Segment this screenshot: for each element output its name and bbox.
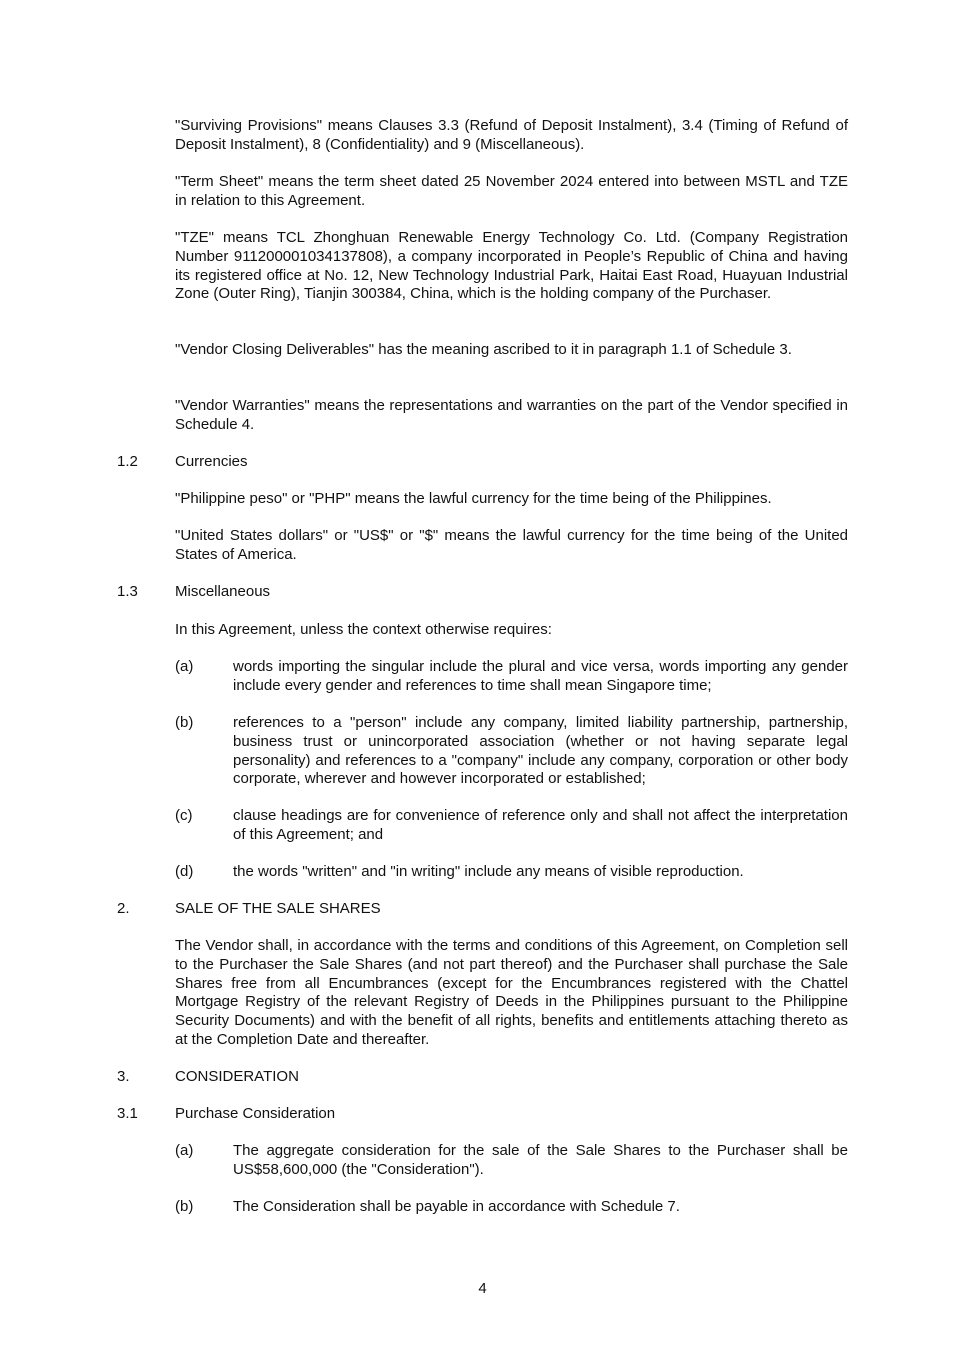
definition-surviving-provisions: "Surviving Provisions" means Clauses 3.3 (Refund of Deposit Instalment), 3.4 (Timing of Refund of Deposit Instalment), 8 (Confidentiality) and 9 (Miscellaneous). (175, 117, 848, 153)
item-text-b: references to a "person" include any company, limited liability partnership, partnership, business trust or unincorporated association (whether or not having separate legal personality) and references to a "company" include any company, corporation or other body corporate, wherever and however incorporated or established; (233, 714, 848, 788)
definition-vendor-warranties: "Vendor Warranties" means the representations and warranties on the part of the Vendor specified in Schedule 4. (175, 397, 848, 433)
section-2-heading: SALE OF THE SALE SHARES (175, 900, 381, 917)
section-3-1-number: 3.1 (117, 1105, 138, 1122)
section-3-number: 3. (117, 1068, 130, 1085)
section-3-heading: CONSIDERATION (175, 1068, 299, 1085)
section-3-1-heading: Purchase Consideration (175, 1105, 336, 1122)
definition-tze: "TZE" means TCL Zhonghuan Renewable Energy Technology Co. Ltd. (Company Registration Number 911200001034137808), a company incorporated in People’s Republic of China and having its registered office at No. 12, New Technology Industrial Park, Haitai East Road, Huayuan Industrial Zone (Outer Ring), Tianjin 300384, China, which is the holding company of the Purchaser. (175, 229, 848, 303)
item-text-a: words importing the singular include the plural and vice versa, words importing any gender include every gender and references to time shall mean Singapore time; (233, 658, 848, 694)
section-2-body: The Vendor shall, in accordance with the terms and conditions of this Agreement, on Completion sell to the Purchaser the Sale Shares (and not part thereof) and the Purchaser shall purchase the Sale Shares free from all Encumbrances (except for the Encumbrances registered with the Chattel Mortgage Registry of the relevant Registry of Deeds in the Philippines pursuant to the Philippine Security Documents) and with the benefit of all rights, benefits and entitlements attaching thereto as at the Completion Date and thereafter. (175, 937, 848, 1048)
section-2-number: 2. (117, 900, 130, 917)
consideration-label-b: (b) (175, 1198, 194, 1215)
definition-term-sheet: "Term Sheet" means the term sheet dated 25 November 2024 entered into between MSTL and TZE in relation to this Agreement. (175, 173, 848, 209)
item-label-b: (b) (175, 714, 194, 731)
item-label-d: (d) (175, 863, 194, 880)
page-number: 4 (478, 1280, 487, 1297)
item-text-c: clause headings are for convenience of reference only and shall not affect the interpretation of this Agreement; and (233, 807, 848, 843)
item-label-a: (a) (175, 658, 194, 675)
section-1-2-number: 1.2 (117, 453, 138, 470)
definition-vendor-closing-deliverables: "Vendor Closing Deliverables" has the meaning ascribed to it in paragraph 1.1 of Schedule 3. (175, 341, 792, 358)
section-1-3-heading: Miscellaneous (175, 583, 271, 600)
consideration-text-b: The Consideration shall be payable in accordance with Schedule 7. (233, 1198, 680, 1215)
item-label-c: (c) (175, 807, 193, 824)
item-text-d: the words "written" and "in writing" include any means of visible reproduction. (233, 863, 744, 880)
definition-philippine-peso: "Philippine peso" or "PHP" means the lawful currency for the time being of the Philippines. (175, 490, 772, 507)
section-1-3-number: 1.3 (117, 583, 138, 600)
section-1-3-intro: In this Agreement, unless the context otherwise requires: (175, 621, 552, 638)
definition-us-dollars: "United States dollars" or "US$" or "$" means the lawful currency for the time being of the United States of America. (175, 527, 848, 563)
consideration-label-a: (a) (175, 1142, 194, 1159)
section-1-2-heading: Currencies (175, 453, 248, 470)
consideration-text-a: The aggregate consideration for the sale of the Sale Shares to the Purchaser shall be US$58,600,000 (the "Consideration"). (233, 1142, 848, 1178)
